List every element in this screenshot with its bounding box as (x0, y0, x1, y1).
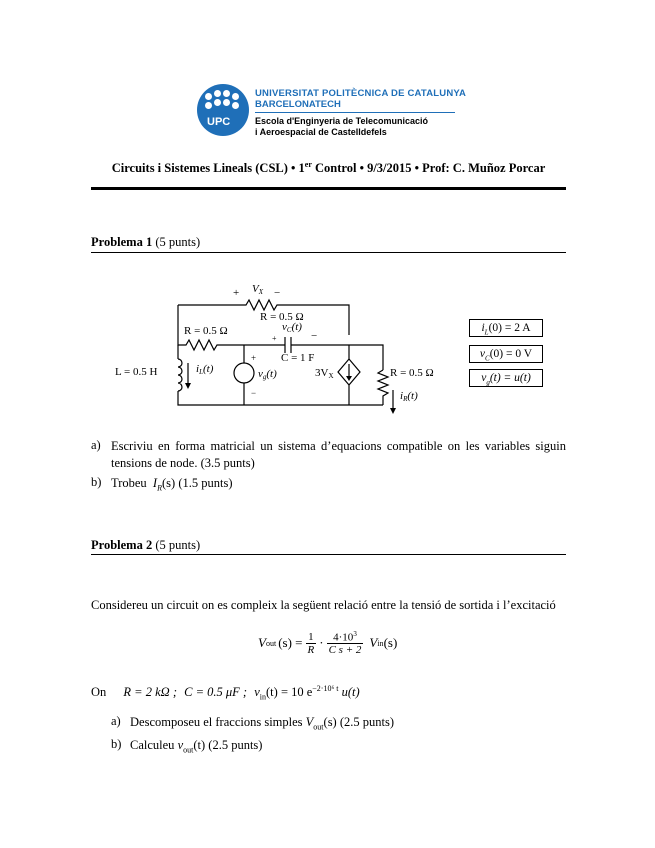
top-resistor-label: R = 0.5 Ω (260, 311, 304, 323)
vx-plus: + (233, 287, 240, 299)
cap-plus: + (272, 334, 277, 343)
left-resistor-label: R = 0.5 Ω (184, 325, 228, 337)
p1-item-a-text: Escriviu en forma matricial un sistema d’equacions compatible on les variables siguin tensions de node. (3.5 punts) (111, 439, 566, 470)
university-name: UNIVERSITAT POLITÈCNICA DE CATALUNYA (255, 88, 467, 99)
logo-divider (255, 112, 455, 113)
p2-intro: Considereu un circuit on es compleix la següent relació entre la tensió de sortida i l’excitació (91, 598, 556, 612)
problem1-rule (91, 252, 566, 253)
condition-vc: $v_C(0) = 0$ V (469, 345, 543, 363)
cap-minus: − (311, 330, 318, 342)
school-name-line1: Escola d'Enginyeria de Telecomunicació (255, 116, 429, 126)
dep-source-label: 3VX (315, 367, 334, 380)
vg-minus: − (251, 388, 257, 398)
p2-conditions: On R = 2 kΩ ; C = 0.5 μF ; $v_{in}(t) = 10$ $e^{-2\cdot 10^6 t}$ u(t) (91, 684, 360, 702)
cap-value-label: C = 1 F (281, 352, 315, 364)
course-header: Circuits i Sistemes Lineals (CSL) • 1er Control • 9/3/2015 • Prof: C. Muñoz Porcar (111, 160, 546, 176)
vg-plus: + (251, 353, 257, 363)
problem2-rule (91, 554, 566, 555)
upc-logo (197, 84, 249, 136)
p2-item-a-letter: a) (111, 714, 121, 728)
problem1-title: Problema 1 (5 punts) (91, 235, 201, 249)
condition-il: $i_L(0) = 2$ A (469, 319, 543, 337)
p1-item-a-letter: a) (91, 438, 101, 452)
p1-item-b-text: Trobeu $I_R(s)$ (1.5 punts) (111, 476, 233, 493)
vg-label: vg(t) (258, 368, 277, 381)
problem2-title: Problema 2 (5 punts) (91, 538, 201, 552)
p2-item-b-letter: b) (111, 737, 122, 751)
ir-label: iR(t) (400, 390, 418, 403)
p2-equation: V out (s) = $\frac{1}{R}$ · $4\cdot 10^3$ C s + 2 V in (s) (258, 629, 398, 657)
school-name-line2: i Aeroespacial de Castelldefels (255, 127, 387, 137)
university-subtitle: BARCELONATECH (255, 99, 341, 110)
vx-label: VX (252, 283, 264, 296)
cap-voltage-label: vC(t) (282, 321, 302, 334)
right-resistor-label: R = 0.5 Ω (390, 367, 434, 379)
p2-item-b-text: Calculeu $v_{out}(t)$ (2.5 punts) (130, 738, 263, 755)
vx-minus: − (274, 287, 281, 299)
header-rule (91, 187, 566, 190)
p1-item-b-letter: b) (91, 475, 102, 489)
p2-item-a-text: Descomposeu el fraccions simples $V_{out}(s)$ (2.5 punts) (130, 715, 395, 732)
condition-vg: $v_g(t) = u(t)$ (469, 369, 543, 387)
circuit-diagram (110, 275, 455, 420)
inductor-label: L = 0.5 H (115, 366, 158, 378)
inductor-current-label: iL(t) (196, 363, 214, 376)
logo-text: UPC (207, 116, 231, 128)
